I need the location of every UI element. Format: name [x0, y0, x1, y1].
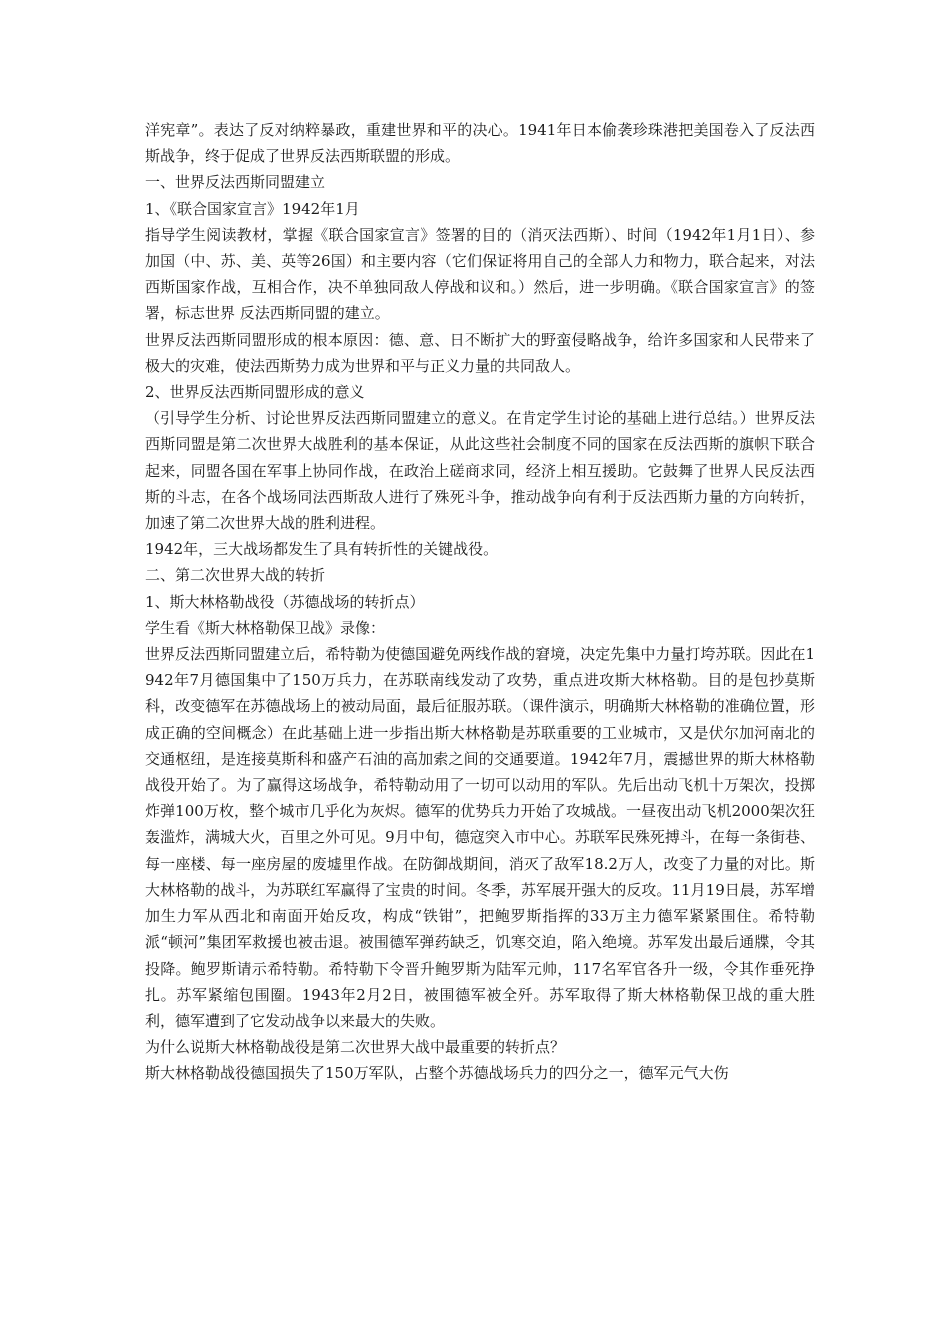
- paragraph: （引导学生分析、讨论世界反法西斯同盟建立的意义。在肯定学生讨论的基础上进行总结。）世界反法西斯同盟是第二次世界大战胜利的基本保证，从此这些社会制度不同的国家在反法西斯的旗帜下联合起来，同盟各国在军事上协同作战，在政治上磋商求同，经济上相互援助。它鼓舞了世界人民反法西斯的斗志，在各个战场同法西斯敌人进行了殊死斗争，推动战争向有利于反法西斯力量的方向转折，加速了第二次世界大战的胜利进程。: [145, 409, 815, 533]
- paragraph: 洋宪章”。表达了反对纳粹暴政，重建世界和平的决心。1941年日本偷袭珍珠港把美国卷入了反法西斯战争，终于促成了世界反法西斯联盟的形成。: [145, 121, 815, 166]
- paragraph: 斯大林格勒战役德国损失了150万军队，占整个苏德战场兵力的四分之一，德军元气大伤: [145, 1064, 729, 1083]
- subsection-heading: 1、《联合国家宣言》1942年1月: [145, 199, 360, 218]
- paragraph: 世界反法西斯同盟形成的根本原因：德、意、日不断扩大的野蛮侵略战争，给许多国家和人民带来了极大的灾难，使法西斯势力成为世界和平与正义力量的共同敌人。: [145, 330, 815, 375]
- paragraph: 学生看《斯大林格勒保卫战》录像：: [145, 618, 386, 637]
- section-heading: 二、第二次世界大战的转折: [145, 566, 326, 585]
- subsection-heading: 2、世界反法西斯同盟形成的意义: [145, 383, 365, 402]
- subsection-heading: 1、斯大林格勒战役（苏德战场的转折点）: [145, 592, 425, 611]
- paragraph: 世界反法西斯同盟建立后，希特勒为使德国避免两线作战的窘境，决定先集中力量打垮苏联。因此在1942年7月德国集中了150万兵力，在苏联南线发动了攻势，重点进攻斯大林格勒。目的是包抄莫斯科，改变德军在苏德战场上的被动局面，最后征服苏联。（课件演示，明确斯大林格勒的准确位置，形成正确的空间概念）在此基础上进一步指出斯大林格勒是苏联重要的工业城市，又是伏尔加河南北的交通枢纽，是连接莫斯科和盛产石油的高加索之间的交通要道。1942年7月，震撼世界的斯大林格勒战役开始了。为了赢得这场战争，希特勒动用了一切可以动用的军队。先后出动飞机十万架次，投掷炸弹100万枚，整个城市几乎化为灰烬。德军的优势兵力开始了攻城战。一昼夜出动飞机2000架次狂轰滥炸，满城大火，百里之外可见。9月中旬，德寇突入市中心。苏联军民殊死搏斗，在每一条街巷、每一座楼、每一座房屋的废墟里作战。在防御战期间，消灭了敌军18.2万人，改变了力量的对比。斯大林格勒的战斗，为苏联红军赢得了宝贵的时间。冬季，苏军展开强大的反攻。11月19日晨，苏军增加生力军从西北和南面开始反攻，构成“铁钳”，把鲍罗斯指挥的33万主力德军紧紧围住。希特勒派“顿河”集团军救援也被击退。被围德军弹药缺乏，饥寒交迫，陷入绝境。苏军发出最后通牒，令其投降。鲍罗斯请示希特勒。希特勒下令晋升鲍罗斯为陆军元帅，117名军官各升一级，令其作垂死挣扎。苏军紧缩包围圈。1943年2月2日，被围德军被全歼。苏军取得了斯大林格勒保卫战的重大胜利，德军遭到了它发动战争以来最大的失败。: [145, 645, 815, 1030]
- paragraph: 1942年，三大战场都发生了具有转折性的关键战役。: [145, 540, 499, 559]
- paragraph: 指导学生阅读教材，掌握《联合国家宣言》签署的目的（消灭法西斯）、时间（1942年1月1日）、参加国（中、苏、美、英等26国）和主要内容（它们保证将用自己的全部人力和物力，联合起来，对法西斯国家作战，互相合作，决不单独同敌人停战和议和。）然后，进一步明确。《联合国家宣言》的签署，标志世界 反法西斯同盟的建立。: [145, 225, 815, 323]
- section-heading: 一、世界反法西斯同盟建立: [145, 173, 326, 192]
- question: 为什么说斯大林格勒战役是第二次世界大战中最重要的转折点？: [145, 1038, 566, 1057]
- document-page: [145, 117, 815, 1087]
